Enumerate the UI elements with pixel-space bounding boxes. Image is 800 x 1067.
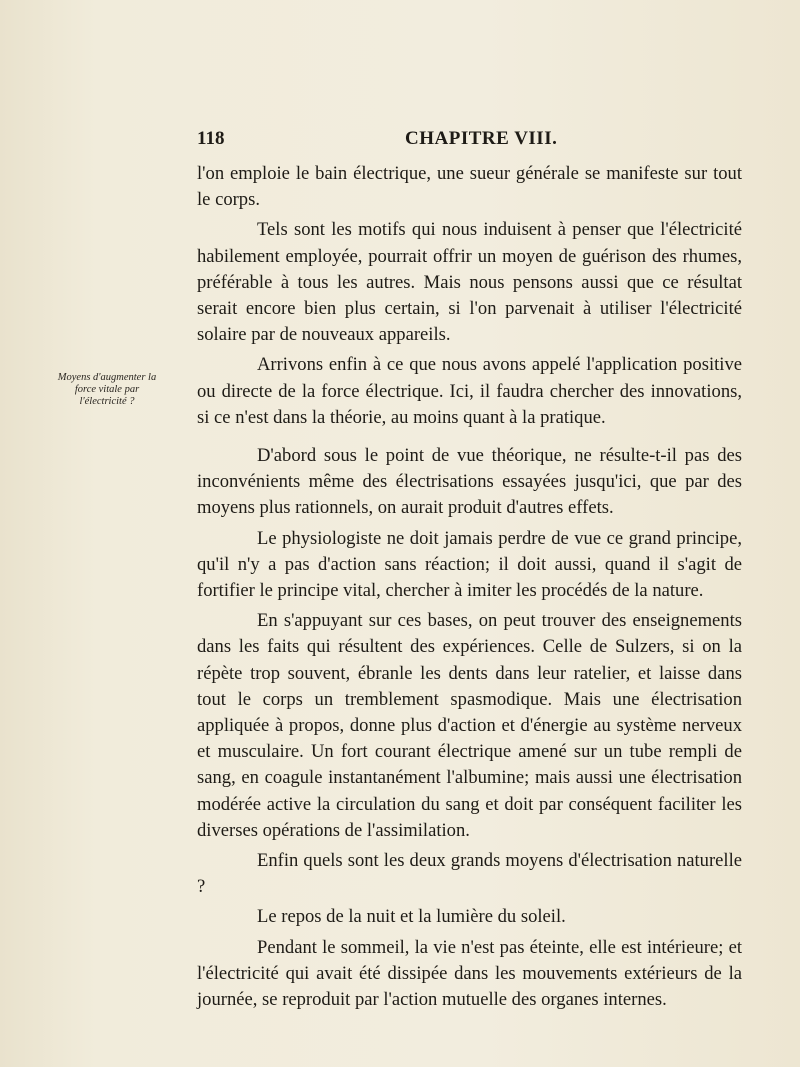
- paragraph: Le physiologiste ne doit jamais perdre de vue ce grand principe, qu'il n'y a pas d'action sans réaction; il doit aussi, quand il s'agit de fortifier le principe vital, chercher à imiter les procédés de la nature.: [197, 527, 742, 602]
- chapter-title: CHAPITRE VIII.: [405, 128, 558, 149]
- paragraph: Tels sont les motifs qui nous induisent à penser que l'électricité habilement employée, pourrait offrir un moyen de guérison des rhumes, préférable à tous les autres. Mais nous pensons aussi que ce résultat serait encore bien plus certain, si l'on parvenait à utiliser l'électricité solaire par de nouveaux appareils.: [197, 219, 742, 346]
- paragraph: l'on emploie le bain électrique, une sueur générale se manifeste sur tout le corps.: [197, 163, 742, 211]
- paragraph: Pendant le sommeil, la vie n'est pas éteinte, elle est intérieure; et l'électricité qui avait été dissipée dans les mouvements extérieurs de la journée, se reproduit par l'action mutuelle des organes internes.: [197, 936, 742, 1011]
- margin-note-line: force vitale par: [74, 384, 140, 395]
- paragraph: Arrivons enfin à ce que nous avons appelé l'application positive ou directe de la force électrique. Ici, il faudra chercher des innovations, si ce n'est dans la théorie, au moins quant à la pratique.: [197, 354, 742, 428]
- body-text: [197, 161, 742, 1013]
- margin-note: [32, 372, 182, 408]
- paragraph: En s'appuyant sur ces bases, on peut trouver des enseignements dans les faits qui résultent des expériences. Celle de Sulzers, si on la répète trop souvent, ébranle les dents dans leur ratelier, et laisse dans tout le corps un tremblement spasmodique. Mais une électrisation appliquée à propos, donne plus d'action et d'énergie au système nerveux et musculaire. Un fort courant électrique amené sur un tube rempli de sang, en coagule instantanément l'albumine; mais aussi une électrisation modérée active la circulation du sang et doit par conséquent faciliter les diverses opérations de l'assimilation.: [197, 610, 742, 841]
- page-number: 118: [197, 128, 225, 149]
- margin-note-line: Moyens d'augmenter la: [57, 372, 157, 383]
- paragraph: Enfin quels sont les deux grands moyens d'électrisation naturelle ?: [197, 850, 742, 898]
- paragraph: D'abord sous le point de vue théorique, ne résulte-t-il pas des inconvénients même des électrisations essayées jusqu'ici, que par des moyens plus rationnels, on aurait produit d'autres effets.: [197, 445, 742, 519]
- running-header: [197, 128, 732, 158]
- margin-note-line: l'électricité ?: [79, 396, 135, 407]
- paragraph: Le repos de la nuit et la lumière du soleil.: [257, 906, 566, 928]
